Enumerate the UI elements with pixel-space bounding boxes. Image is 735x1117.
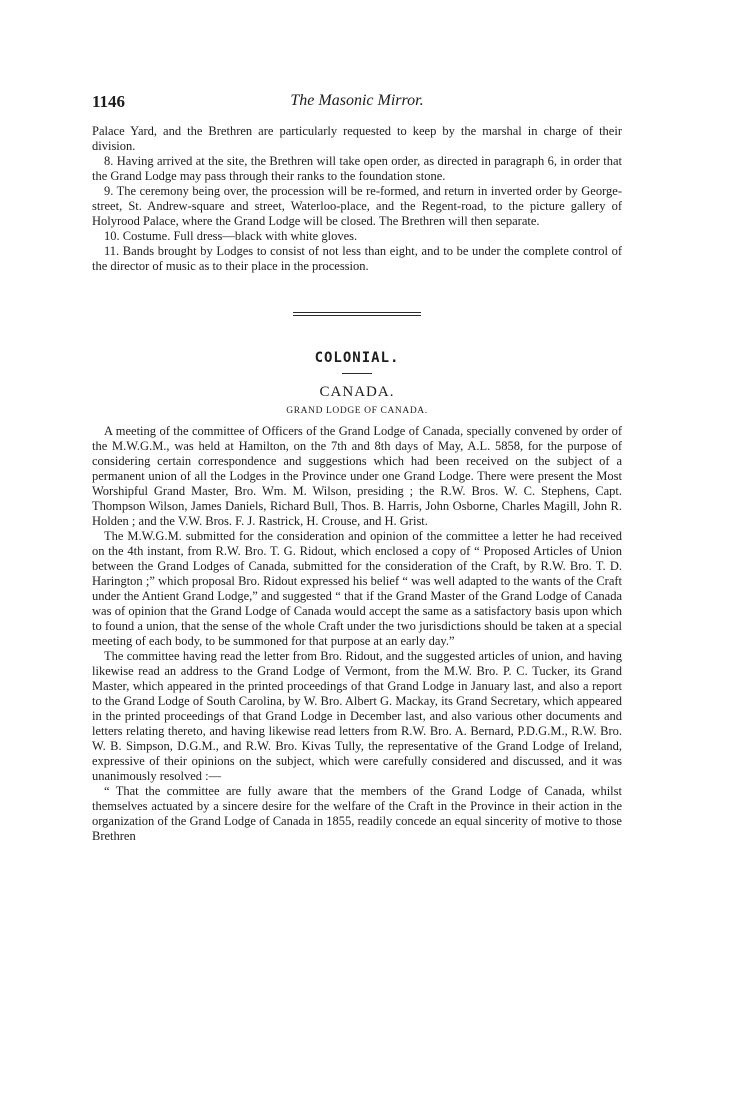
article-body	[92, 424, 622, 844]
paragraph: 9. The ceremony being over, the procession will be re-formed, and return in inverted order by George-street, St. Andrew-square and street, Waterloo-place, and the Regent-road, to the picture gallery of Holyrood Palace, where the Grand Lodge will be closed. The Brethren will then separate.	[92, 184, 622, 228]
divider-line	[293, 312, 421, 313]
paragraph: The M.W.G.M. submitted for the consideration and opinion of the committee a letter he had received on the 4th instant, from R.W. Bro. T. G. Ridout, which enclosed a copy of “ Proposed Articles of Union between the Grand Lodges of Canada, submitted for the consideration of the Craft, by R.W. Bro. T. D. Harington ;” which proposal Bro. Ridout expressed his belief “ was well adapted to the wants of the Craft under the Antient Grand Lodge,” and suggested “ that if the Grand Master of the Grand Lodge of Canada was of opinion that the Grand Lodge of Canada would accept the same as a satisfactory basis upon which to found a union, that the sense of the whole Craft under the two jurisdictions should be taken at a special meeting of each body, to be summoned for that purpose at an early day.”	[92, 529, 622, 648]
country-heading: CANADA.	[319, 384, 395, 400]
page-number: 1146	[92, 92, 126, 111]
paragraph: The committee having read the letter from Bro. Ridout, and the suggested articles of union, and having likewise read an address to the Grand Lodge of Vermont, from the M.W. Bro. P. C. Tucker, its Grand Master, which appeared in the printed proceedings of that Grand Lodge in January last, and also a report to the Grand Lodge of South Carolina, by W. Bro. Albert G. Mackay, its Grand Secretary, which appeared in the printed proceedings of that Grand Lodge in December last, and also various other documents and letters relating thereto, and having likewise read letters from R.W. Bro. A. Bernard, P.D.G.M., R.W. Bro. W. B. Simpson, D.G.M., and R.W. Bro. Kivas Tully, the representative of the Grand Lodge of Ireland, expressive of their opinions on the subject, which were carefully considered and discussed, and it was unanimously resolved :—	[92, 649, 622, 783]
short-rule	[342, 373, 372, 374]
running-head	[92, 92, 622, 116]
subheading: GRAND LODGE OF CANADA.	[286, 406, 428, 416]
paragraph: A meeting of the committee of Officers of the Grand Lodge of Canada, specially convened by order of the M.W.G.M., was held at Hamilton, on the 7th and 8th days of May, A.L. 5858, for the purpose of considering certain correspondence and suggestions which had been received on the subject of a permanent union of all the Lodges in the Province under one Grand Lodge. There were present the Most Worshipful Grand Master, Bro. Wm. M. Wilson, presiding ; the R.W. Bros. W. C. Stephens, Capt. Thompson Wilson, James Daniels, Richard Bull, Thos. B. Harris, John Osborne, Charles Magill, John R. Holden ; and the V.W. Bros. F. J. Rastrick, H. Crouse, and H. Grist.	[92, 424, 622, 528]
paragraph: “ That the committee are fully aware that the members of the Grand Lodge of Canada, whilst themselves actuated by a sincere desire for the welfare of the Craft in the Province in their action in the organization of the Grand Lodge of Canada in 1855, readily concede an equal sincerity of motive to those Brethren	[92, 784, 622, 843]
continued-text	[92, 124, 622, 274]
section-divider	[293, 312, 421, 316]
paragraph: 10. Costume. Full dress—black with white gloves.	[104, 229, 358, 243]
paragraph: 8. Having arrived at the site, the Brethren will take open order, as directed in paragraph 6, in order that the Grand Lodge may pass through their ranks to the foundation stone.	[92, 154, 622, 183]
section-title: COLONIAL.	[314, 350, 400, 366]
paragraph: 11. Bands brought by Lodges to consist of not less than eight, and to be under the complete control of the director of music as to their place in the procession.	[92, 244, 622, 273]
journal-title: The Masonic Mirror.	[290, 92, 424, 109]
divider-line	[293, 315, 421, 316]
magazine-page	[92, 92, 622, 844]
paragraph: Palace Yard, and the Brethren are particularly requested to keep by the marshal in charge of their division.	[92, 124, 622, 153]
